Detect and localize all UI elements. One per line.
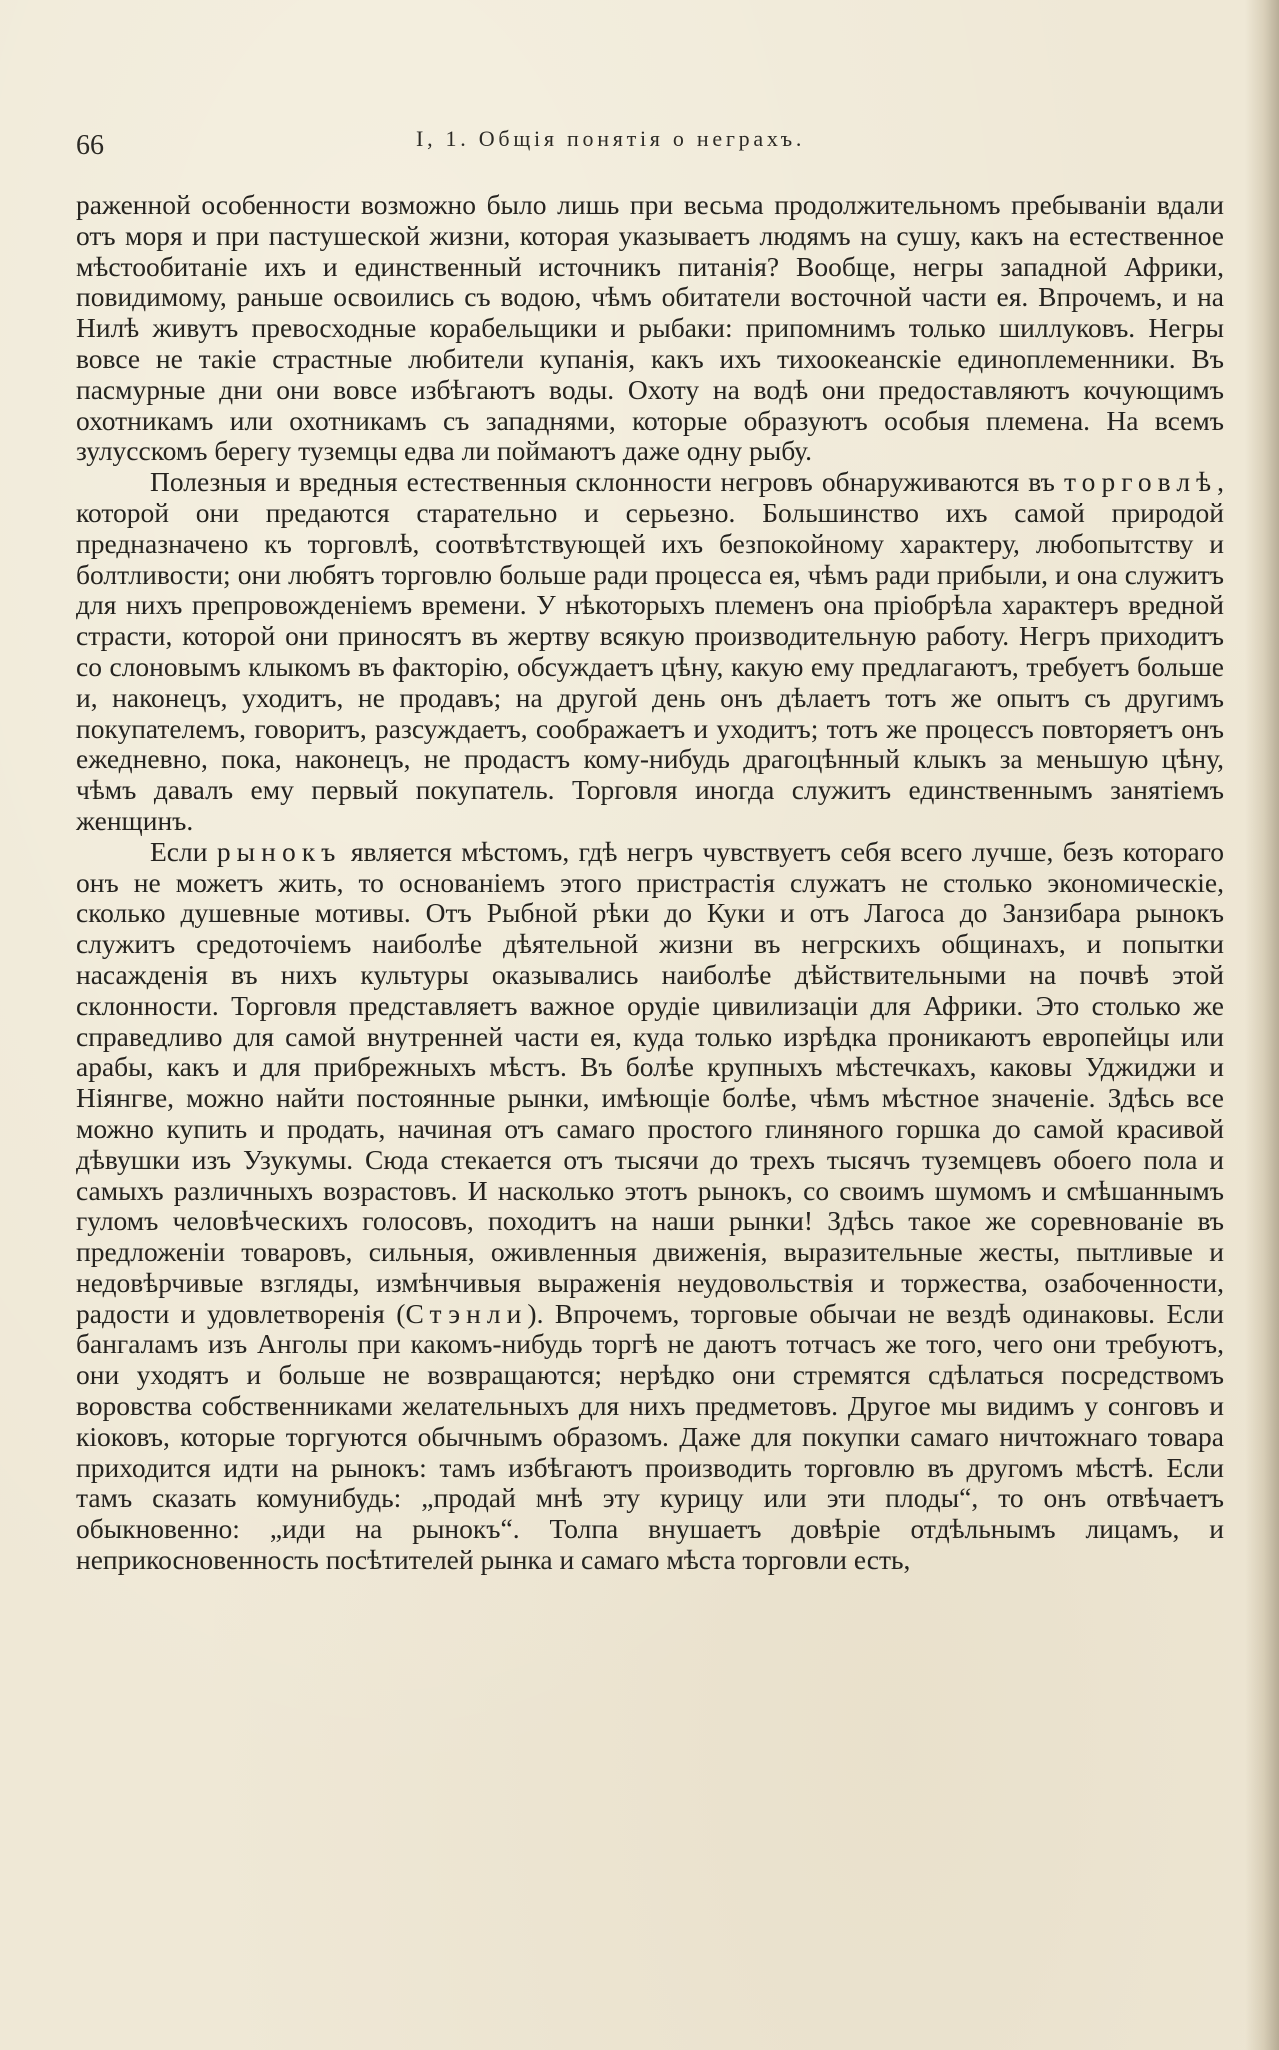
body-text xyxy=(76,190,1224,1576)
running-head: I, 1. Общія понятія о неграхъ. xyxy=(416,126,806,151)
spaced-term-rynok: рынокъ xyxy=(216,835,342,867)
paragraph-2-rest: , которой они предаются старательно и серьезно. Большинство ихъ самой природой предназначено къ торговлѣ, соотвѣтствующей ихъ безпокойному характеру, любопытству и болтливости; они любятъ торговлю больше ради процесса ея, чѣмъ ради прибыли, и она служитъ для нихъ препровожденіемъ времени. У нѣкоторыхъ племенъ она пріобрѣла характеръ вредной страсти, которой они приносятъ въ жертву всякую производительную работу. Негръ приходитъ со слоновымъ клыкомъ въ факторію, обсуждаетъ цѣну, какую ему предлагаютъ, требуетъ больше и, наконецъ, уходитъ, не продавъ; на другой день онъ дѣлаетъ тотъ же опытъ съ другимъ покупателемъ, говоритъ, разсуждаетъ, соображаетъ и уходитъ; тотъ же процессъ повторяетъ онъ ежедневно, пока, наконецъ, не продастъ кому-нибудь драгоцѣнный клыкъ за меньшую цѣну, чѣмъ давалъ ему первый покупатель. Торговля иногда служитъ единственнымъ занятіемъ женщинъ. xyxy=(76,466,1224,836)
paragraph-1 xyxy=(76,190,1224,467)
paragraph-3-rest: ). Впрочемъ, торговые обычаи не вездѣ одинаковы. Если бангаламъ изъ Анголы при какомъ-нибудь торгѣ не даютъ тотчасъ же того, чего они требуютъ, они уходятъ и больше не возвращаются; нерѣдко они стремятся сдѣлаться посредствомъ воровства собственниками желательныхъ для нихъ предметовъ. Другое мы видимъ у сонговъ и кіоковъ, которые торгуются обычнымъ образомъ. Даже для покупки самаго ничтожнаго товара приходится идти на рынокъ: тамъ избѣгаютъ производить торговлю въ другомъ мѣстѣ. Если тамъ сказать комунибудь: „продай мнѣ эту курицу или эти плоды“, то онъ отвѣчаетъ обыкновенно: „иди на рынокъ“. Толпа внушаетъ довѣріе отдѣльнымъ лицамъ, и неприкосновенность посѣтителей рынка и самаго мѣста торговли есть, xyxy=(76,1297,1224,1576)
paragraph-3-lead: Если xyxy=(150,835,217,867)
paragraph-3 xyxy=(76,837,1224,1576)
spaced-author-stanley: Стэнли xyxy=(405,1297,528,1329)
paragraph-3-middle: является мѣстомъ, гдѣ негръ чувствуетъ себя всего лучше, безъ котораго онъ не можетъ жить, то основаніемъ этого пристрастія служатъ не столько экономическіе, сколько душевные мотивы. Отъ Рыбной рѣки до Куки и отъ Лагоса до Занзибара рынокъ служитъ средоточіемъ наиболѣе дѣятельной жизни въ негрскихъ общинахъ, и попытки насажденія въ нихъ культуры оказывались наиболѣе дѣйствительными на почвѣ этой склонности. Торговля представляетъ важное орудіе цивилизаціи для Африки. Это столько же справедливо для самой внутренней части ея, куда только изрѣдка проникаютъ европейцы или арабы, какъ и для прибрежныхъ мѣстъ. Въ болѣе крупныхъ мѣстечкахъ, каковы Уджиджи и Ніянгве, можно найти постоянные рынки, имѣющіе болѣе, чѣмъ мѣстное значеніе. Здѣсь все можно купить и продать, начиная отъ самаго простого глиняного горшка до самой красивой дѣвушки изъ Узукумы. Сюда стекается отъ тысячи до трехъ тысячъ туземцевъ обоего пола и самыхъ различныхъ возрастовъ. И насколько этотъ рынокъ, со своимъ шумомъ и смѣшаннымъ гуломъ человѣческихъ голосовъ, походитъ на наши рынки! Здѣсь такое же соревнованіе въ предложеніи товаровъ, сильныя, оживленныя движенія, выразительные жесты, пытливые и недовѣрчивые взгляды, измѣнчивыя выраженія неудовольствія и торжества, озабоченности, радости и удовлетворенія ( xyxy=(76,835,1224,1329)
page-number: 66 xyxy=(76,130,104,161)
binding-shadow xyxy=(1245,0,1279,2050)
paragraph-1-text: раженной особенности возможно было лишь при весьма продолжительномъ пребываніи вдали отъ моря и при пастушеской жизни, которая указываетъ людямъ на сушу, какъ на естественное мѣстообитаніе ихъ и единственный источникъ питанія? Вообще, негры западной Африки, повидимому, раньше освоились съ водою, чѣмъ обитатели восточной части ея. Впрочемъ, и на Нилѣ живутъ превосходные корабельщики и рыбаки: припомнимъ только шиллуковъ. Негры вовсе не такіе страстные любители купанія, какъ ихъ тихоокеанскіе единоплеменники. Въ пасмурные дни они вовсе избѣгаютъ воды. Охоту на водѣ они предоставляютъ кочующимъ охотникамъ или охотникамъ съ западнями, которые образуютъ особыя племена. На всемъ зулусскомъ берегу туземцы едва ли поймаютъ даже одну рыбу. xyxy=(76,189,1224,467)
page-header xyxy=(76,122,1226,162)
paragraph-2 xyxy=(76,467,1224,837)
paragraph-2-lead: Полезныя и вредныя естественныя склонности негровъ обнаруживаются въ xyxy=(150,466,1064,498)
spaced-term-torgovle: торговлѣ xyxy=(1063,466,1218,498)
